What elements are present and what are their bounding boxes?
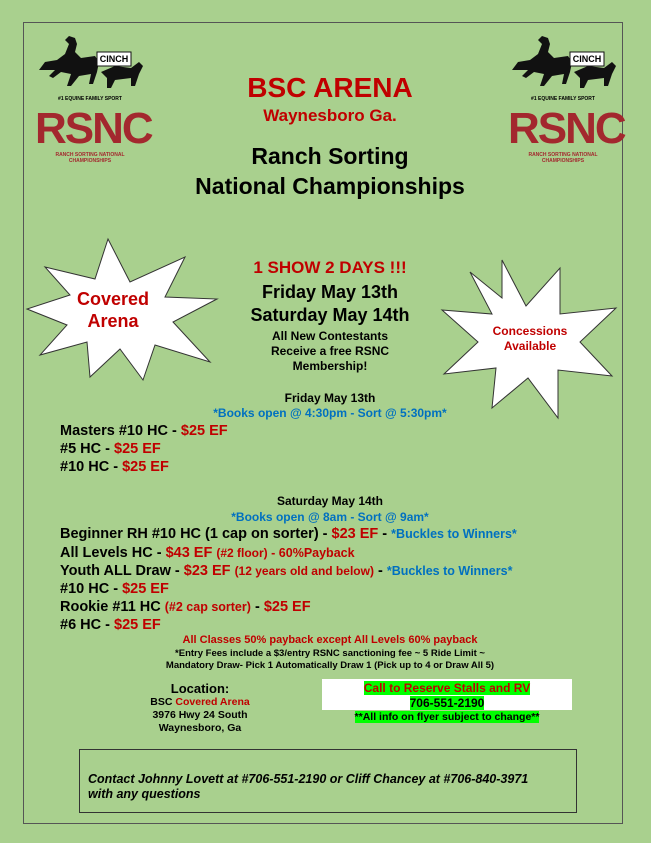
rsnc-logo-right [508,32,625,164]
show-day1: Friday May 13th [261,282,399,302]
contact-line2: with any questions [88,787,201,801]
show-headline: 1 SHOW 2 DAYS !!! [253,258,407,277]
class-note: *Buckles to Winners* [391,527,517,541]
saturday-heading: Saturday May 14th [276,494,384,508]
contact-box [79,749,577,813]
class-name: #10 HC - [60,581,123,597]
show-day2: Saturday May 14th [250,305,410,325]
logo-tagline: #1 EQUINE FAMILY SPORT [58,96,122,102]
covered-arena-line1: Covered [76,289,150,309]
class-fee: $23 EF [183,563,235,579]
class-name: #6 HC - [60,617,114,633]
payback-note: All Classes 50% payback except All Levels 60% payback [182,634,478,646]
class-extra: (12 years old and below) [234,564,374,578]
class-name: Masters #10 HC - [60,423,181,439]
class-extra: (#2 cap sorter) [164,600,251,614]
logo-fullname: RANCH SORTING NATIONAL CHAMPIONSHIPS [528,152,598,164]
fees-note-1: *Entry Fees include a $3/entry RSNC sanctioning fee ~ 5 Ride Limit ~ [175,648,485,659]
reserve-phone [322,696,572,710]
class-separator: - [378,526,392,542]
location-city: Waynesboro, Ga [158,722,242,734]
class-fee: $25 EF [122,459,169,475]
saturday-books: *Books open @ 8am - Sort @ 9am* [231,510,429,524]
class-fee: $25 EF [114,617,161,633]
horse-rider-icon [35,32,145,102]
friday-class-3 [60,459,169,475]
location-name [130,696,270,708]
class-name: Youth ALL Draw - [60,563,184,579]
event-title-line2: National Championships [195,173,465,199]
concessions-line1: Concessions [492,324,568,338]
fees-note-2: Mandatory Draw- Pick 1 Automatically Draw 1 (Pick up to 4 or Draw All 5) [165,660,495,671]
horse-rider-icon [508,32,618,102]
friday-books: *Books open @ 4:30pm - Sort @ 5:30pm* [213,406,447,420]
class-fee: $25 EF [263,599,311,615]
class-fee: $25 EF [180,423,228,439]
reserve-call-text: Call to Reserve Stalls and RV [363,681,531,695]
location-street: 3976 Hwy 24 South [152,709,248,721]
saturday-class-6 [60,617,161,633]
arena-location: Waynesboro Ga. [263,106,397,125]
saturday-class-1 [60,526,517,542]
saturday-class-3 [60,563,512,579]
class-name: #10 HC - [60,459,123,475]
cinch-brand: CINCH [572,54,602,64]
class-separator: - [250,599,264,615]
class-note: *Buckles to Winners* [386,564,513,578]
rsnc-logo-left [35,32,152,164]
saturday-class-2 [60,545,355,561]
class-name: Beginner RH #10 HC (1 cap on sorter) - [60,526,332,542]
event-title-line1: Ranch Sorting [251,143,409,169]
friday-class-1 [60,423,228,439]
logo-initials: RSNC [35,104,152,153]
location-label: Location: [170,681,230,696]
class-fee: $43 EF [165,545,217,561]
disclaimer-text: **All info on flyer subject to change** [354,711,540,723]
concessions-line2: Available [503,339,557,353]
saturday-class-5 [60,599,311,615]
class-tail: - 60%Payback [267,546,355,560]
class-fee: $23 EF [331,526,379,542]
friday-heading: Friday May 13th [284,391,376,405]
contact-text [88,772,576,802]
arena-title: BSC ARENA [247,72,413,103]
contact-line1: Contact Johnny Lovett at #706-551-2190 or Cliff Chancey at #706-840-3971 [88,772,529,786]
friday-class-2 [60,441,161,457]
location-highlight: Covered Arena [175,696,250,708]
reserve-call [322,681,572,695]
class-fee: $25 EF [122,581,169,597]
membership-note-3: Membership! [292,359,368,373]
disclaimer [322,711,572,723]
membership-note-1: All New Contestants [271,329,388,343]
membership-note-2: Receive a free RSNC [270,344,390,358]
saturday-class-4 [60,581,169,597]
reserve-phone-text: 706-551-2190 [409,696,485,710]
class-name: All Levels HC - [60,545,166,561]
class-fee: $25 EF [114,441,161,457]
class-separator: - [373,563,387,579]
logo-tagline: #1 EQUINE FAMILY SPORT [531,96,595,102]
logo-initials: RSNC [508,104,625,153]
logo-fullname: RANCH SORTING NATIONAL CHAMPIONSHIPS [55,152,125,164]
covered-arena-line2: Arena [87,311,139,331]
class-name: #5 HC - [60,441,114,457]
location-prefix: BSC [150,696,176,708]
class-extra: (#2 floor) [216,546,268,560]
cinch-brand: CINCH [99,54,129,64]
class-name: Rookie #11 HC [60,599,165,615]
